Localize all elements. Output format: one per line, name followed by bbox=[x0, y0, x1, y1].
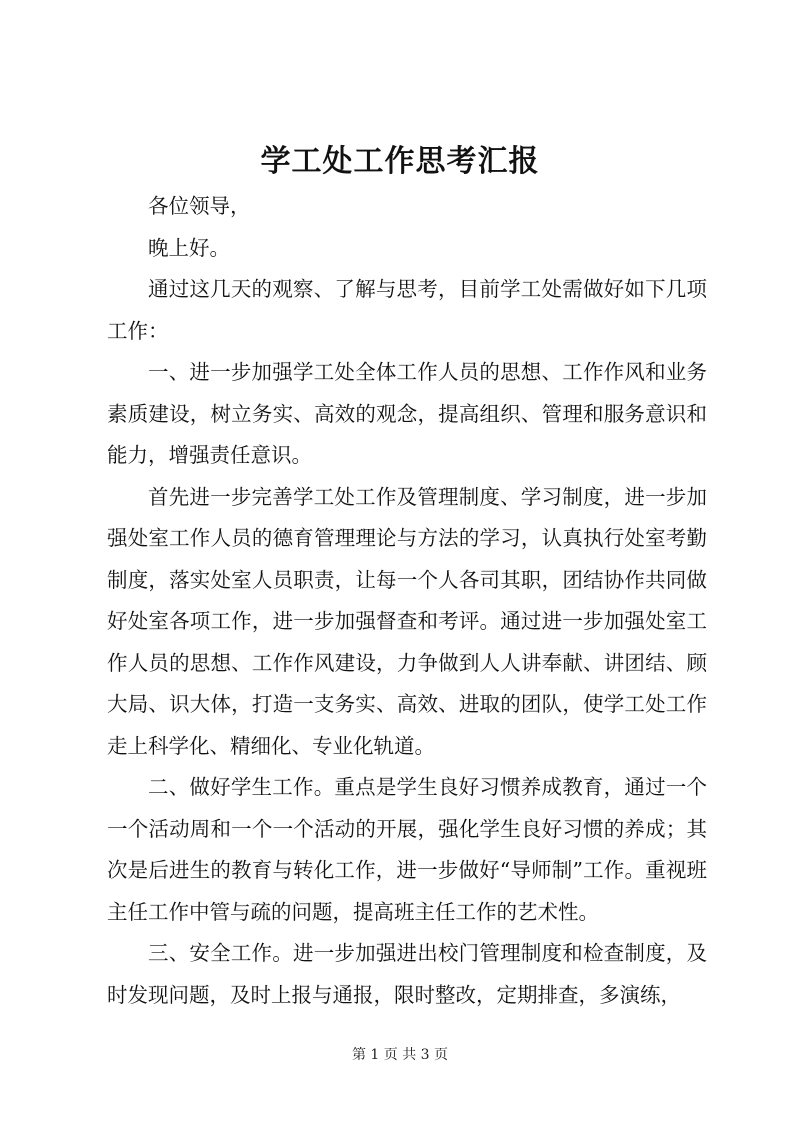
document-body bbox=[107, 186, 707, 1016]
paragraph-salutation: 晚上好。 bbox=[148, 235, 230, 260]
paragraph-greeting: 各位领导， bbox=[148, 194, 251, 218]
paragraph-item-3: 三、安全工作。进一步加强进出校门管理制度和检查制度，及时发现问题，及时上报与通报，限时整改，定期排查，多演练， bbox=[107, 941, 707, 1007]
paragraph-item-1: 一、进一步加强学工处全体工作人员的思想、工作作风和业务素质建设，树立务实、高效的观念，提高组织、管理和服务意识和能力，增强责任意识。 bbox=[107, 360, 707, 467]
paragraph-item-1-detail: 首先进一步完善学工处工作及管理制度、学习制度，进一步加强处室工作人员的德育管理理论与方法的学习，认真执行处室考勤制度，落实处室人员职责，让每一个人各司其职，团结协作共同做好处室各项工作，进一步加强督查和考评。通过进一步加强处室工作人员的思想、工作作风建设，力争做到人人讲奉献、讲团结、顾大局、识大体，打造一支务实、高效、进取的团队，使学工处工作走上科学化、精细化、专业化轨道。 bbox=[107, 484, 707, 758]
paragraph-item-2: 二、做好学生工作。重点是学生良好习惯养成教育，通过一个一个活动周和一个一个活动的开展，强化学生良好习惯的养成；其次是后进生的教育与转化工作，进一步做好“导师制”工作。重视班主任工作中管与疏的问题，提高班主任工作的艺术性。 bbox=[107, 775, 707, 924]
document-title: 学工处工作思考汇报 bbox=[260, 144, 540, 179]
paragraph-intro: 通过这几天的观察、了解与思考，目前学工处需做好如下几项工作： bbox=[107, 277, 707, 343]
page-footer: 第 1 页 共 3 页 bbox=[351, 1047, 449, 1063]
